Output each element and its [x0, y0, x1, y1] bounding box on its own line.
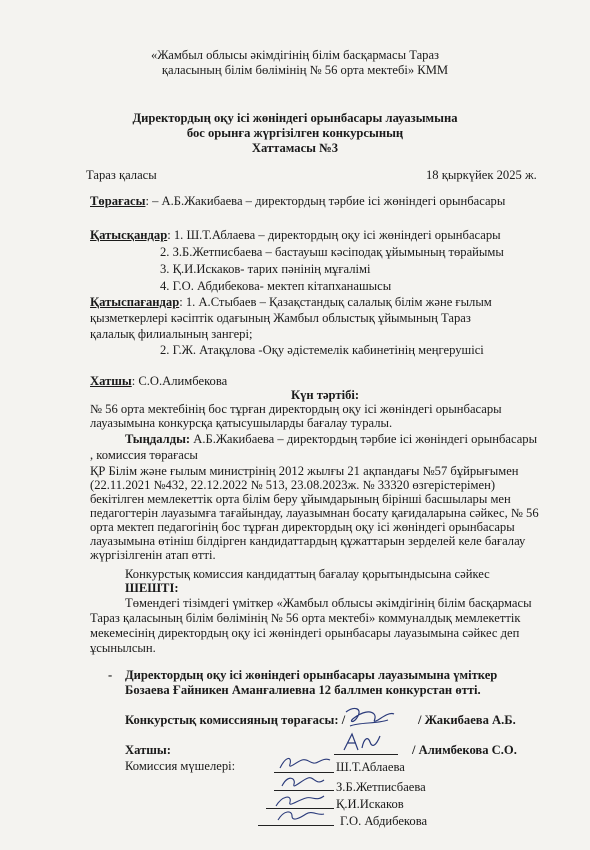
secretary-signature-name: / Алимбекова С.О. [412, 743, 517, 757]
absent-1a: : 1. А.Стыбаев – Қазақстандық салалық білім және ғылым [179, 295, 492, 309]
listened-label: Тыңдалды: [125, 432, 191, 446]
participant-2: 2. З.Б.Жетписбаева – бастауыш кәсіподақ ұйымының төрайымы [160, 245, 504, 259]
member-name: Ш.Т.Аблаева [336, 760, 405, 774]
chair-label: Төрағасы [90, 194, 146, 208]
secretary-signature-label: Хатшы: [125, 743, 171, 757]
secretary-name: : С.О.Алимбекова [131, 374, 228, 388]
member-name: Қ.И.Искаков [336, 797, 404, 811]
bullet-line2: Бозаева Ғайникен Аманғалиевна 12 баллмен конкурстан өтті. [125, 683, 481, 697]
bullet-line1: Директордың оқу ісі жөніндегі орынбасары лауазымына үміткер [125, 668, 498, 682]
decided-label: ШЕШТІ: [125, 581, 179, 595]
secretary-label: Хатшы [90, 374, 132, 388]
body-line: орта мектеп педагогінің бос тұрған директордың оқу ісі жөніндегі орынбасары [90, 520, 515, 534]
body-line: ҚР Білім және ғылым министрінің 2012 жылғы 21 ақпандағы №57 бұйрығымен [90, 464, 519, 478]
chair-signature-name: / Жакибаева А.Б. [418, 713, 516, 727]
participant-4: 4. Г.О. Абдибекова- мектеп кітапханашысы [160, 279, 392, 293]
agenda-title: Күн тәртібі: [290, 388, 360, 402]
results-line: Конкурстық комиссия кандидаттың бағалау қорытындысына сәйкес [125, 567, 490, 581]
member-name: З.Б.Жетписбаева [336, 780, 426, 794]
body-line: лауазымына өтініш білдірген кандидаттардың құжаттарын зерделей келе бағалау [90, 534, 526, 548]
secretary-signature [340, 728, 384, 756]
agenda-line2: лауазымына конкурсқа қатысушыларды бағалау туралы. [90, 416, 393, 430]
absent-2: 2. Г.Ж. Атақұлова -Оқу әдістемелік кабинетінің меңгерушісі [160, 343, 484, 357]
listened-line1: А.Б.Жакибаева – директордың тәрбие ісі жөніндегі орынбасары [190, 432, 538, 446]
body-line: бекітілген мемлекеттік орта білім беру ұйымдарының бірінші басшылары мен [90, 492, 511, 506]
participant-1: : 1. Ш.Т.Аблаева – директордың оқу ісі жөніндегі орынбасары [167, 228, 501, 242]
decision-line: Тараз қаласының білім бөлімінің № 56 орта мектебі» коммуналдық мемлекеттік [90, 611, 521, 625]
title-line1: Директордың оқу ісі жөніндегі орынбасары лауазымына [132, 111, 458, 125]
listened-line2: , комиссия төрағасы [90, 448, 198, 462]
secretary-signature-line [334, 754, 398, 755]
absent-1b: қызметкерлері кәсіптік одағының Жамбыл облыстық ұйымының Тараз [90, 311, 471, 325]
date: 18 қыркүйек 2025 ж. [426, 168, 537, 182]
org-header-line1: «Жамбыл облысы әкімдігінің білім басқармасы Тараз [150, 48, 440, 62]
participant-3: 3. Қ.И.Искаков- тарих пәнінің мұғалімі [160, 262, 371, 276]
member-signature-line [258, 825, 334, 826]
chair-signature-label: Конкурстық комиссияның төрағасы: / [125, 713, 346, 727]
bullet-marker: - [108, 668, 113, 682]
secretary-row [90, 374, 227, 388]
body-line: (22.11.2021 №432, 22.12.2022 № 513, 23.08.2023ж. № 33320 өзгерістерімен) [90, 478, 496, 492]
title-line2: бос орынға жүргізілген конкурсының [186, 126, 404, 140]
decision-line: мекемесінің директордың оқу ісі жөніндегі орынбасары лауазымына сәйкес деп [90, 626, 520, 640]
absent-row [90, 295, 492, 309]
chair-text: : – А.Б.Жакибаева – директордың тәрбие ісі жөніндегі орынбасары [145, 194, 506, 208]
members-label: Комиссия мүшелері: [125, 759, 236, 773]
absent-1c: қалалық филиалының зангері; [90, 327, 253, 341]
title-line3: Хаттамасы №3 [251, 141, 339, 155]
body-line: педагогтерін лауазымға тағайындау, лауазымнан босату қағидаларына сәйкес, № 56 [90, 506, 539, 520]
decision-line: ұсынылсын. [90, 641, 156, 655]
absent-label: Қатыспағандар [90, 295, 180, 309]
chair-row [90, 194, 505, 208]
participants-row [90, 228, 501, 242]
place: Тараз қаласы [86, 168, 157, 182]
agenda-line1: № 56 орта мектебінің бос тұрған директордың оқу ісі жөніндегі орынбасары [90, 402, 502, 416]
org-header-line2: қаласының білім бөлімінің № 56 орта мектебі» КММ [161, 63, 449, 77]
member-name: Г.О. Абдибекова [340, 814, 428, 828]
decision-line: Төмендегі тізімдегі үміткер «Жамбыл облысы әкімдігінің білім басқармасы [125, 596, 532, 610]
body-line: жүргізілгенін атап өтті. [90, 548, 216, 562]
participants-label: Қатысқандар [90, 228, 168, 242]
listened-row [125, 432, 537, 446]
